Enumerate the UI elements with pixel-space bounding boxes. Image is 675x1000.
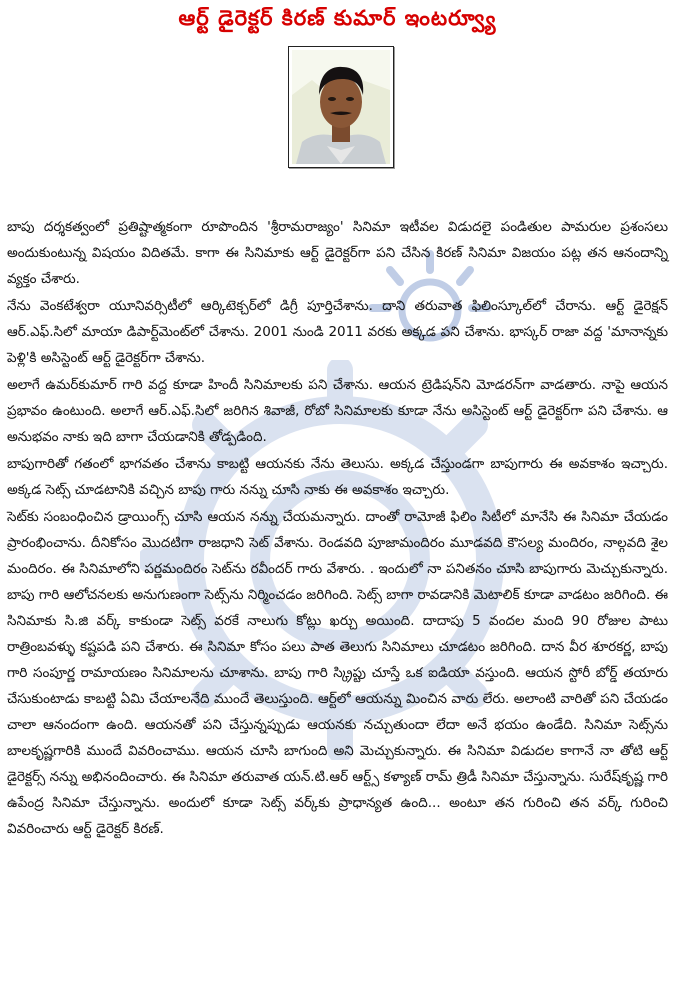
portrait-photo — [292, 50, 390, 164]
paragraph-bapu-opportunity: బాపుగారితో గతంలో భాగవతం చేశాను కాబట్టి ఆయనకు నేను తెలుసు. అక్కడ చేస్తుండగా బాపుగారు ఈ అవకాశం ఇచ్చారు. అక్కడ సెట్స్ చూడటానికి వచ్చిన బాపు గారు నన్ను చూసి నాకు ఈ అవకాశం ఇచ్చారు. — [7, 456, 668, 498]
paragraph-intro: బాపు దర్శకత్వంలో ప్రతిష్టాత్మకంగా రూపొందిన 'శ్రీరామరాజ్యం' సినిమా ఇటీవల విడుదలై పండితుల పామరుల ప్రశంసలు అందుకుంటున్న విషయం విదితమే. కాగా ఈ సినిమాకు ఆర్ట్ డైరెక్టర్‌గా పని చేసిన కిరణ్ సినిమా విజయం పట్ల తన ఆనందాన్ని వ్యక్తం చేశారు. — [7, 219, 668, 287]
paragraph-experience: అలాగే ఉమర్‌కుమార్ గారి వద్ద కూడా హిందీ సినిమాలకు పని చేశాను. ఆయన ట్రెడిషన్‌ని మోడరన్‌గా వాడతారు. నాపై ఆయన ప్రభావం ఉంటుంది. అలాగే ఆర్.ఎఫ్.సిలో జరిగిన శివాజీ, రోబో సినిమాలకు కూడా నేను అసిస్టెంట్ ఆర్ట్ డైరెక్టర్‌గా పని చేశాను. ఆ అనుభవం నాకు ఇది బాగా చేయడానికి తోడ్పడింది. — [7, 377, 668, 445]
paragraph-sets-work: సెట్‌కు సంబంధించిన డ్రాయింగ్స్ చూసి ఆయన నన్ను చేయమన్నారు. దాంతో రామోజీ ఫిలిం సిటీలో మానేసి ఈ సినిమా చేయడం ప్రారంభించాను. దీనికోసం మొదటిగా రాజధాని సెట్ వేశాను. రెండవది పూజామందిరం మూడవది కౌసల్య మందిరం, నాల్గవది శైల మందిరం. ఈ సినిమాలోని పర్ణమందిరం సెట్‌ను రవీందర్ గారు వేశారు. . ఇందులో నా పనితనం చూసి బాపుగారు మెచ్చుకున్నారు. బాపు గారి ఆలోచనలకు అనుగుణంగా సెట్స్‌ను నిర్మించడం జరిగింది. సెట్స్ బాగా రావడానికి మెటాలిక్ కూడా వాడటం జరిగింది. ఈ సినిమాకు సి.జి వర్క్ కాకుండా సెట్స్ వరకే నాలుగు కోట్లు ఖర్చు అయింది. దాదాపు 5 వందల మంది 90 రోజుల పాటు రాత్రింబవళ్ళు కష్టపడి పని చేశారు. ఈ సినిమా కోసం పలు పాత తెలుగు సినిమాలు చూడటం జరిగింది. దాన వీర శూరకర్ణ, బాపు గారి సంపూర్ణ రామాయణం సినిమాలను చూశాను. బాపు గారి స్క్రిప్టు చూస్తే ఒక ఐడియా వస్తుంది. ఆయన స్టోరీ బోర్డ్ తయారు చేసుకుంటాడు కాబట్టి ఏమి చేయాలనేది ముందే తెలుస్తుంది. ఆర్ట్‌లో ఆయన్ను మించిన వారు లేరు. అలాంటి వారితో పని చేయడం చాలా ఆనందంగా ఉంది. ఆయనతో పని చేస్తున్నప్పుడు ఆయనకు నచ్చుతుందా లేదా అనే భయం ఉండేది. సినిమా సెట్స్‌ను బాలకృష్ణగారికి ముందే వివరించాము. ఆయన చూసి బాగుంది అని మెచ్చుకున్నారు. ఈ సినిమా విడుదల కాగానే నా తోటి ఆర్ట్ డైరెక్టర్స్ నన్ను అభినందించారు. ఈ సినిమా తరువాత యన్.టి.ఆర్ ఆర్ట్స్ కళ్యాణ్ రామ్ త్రిడీ సినిమా చేస్తున్నాను. సురేష్‌కృష్ణ గారి ఉపేంద్ర సినిమా చేస్తున్నాను. అందులో కూడా సెట్స్ వర్క్‌కు ప్రాధాన్యత ఉంది... అంటూ తన గురించి తన వర్క్ గురించి వివరించారు ఆర్ట్ డైరెక్టర్ కిరణ్. — [7, 509, 668, 837]
portrait-photo-frame — [288, 46, 394, 168]
article-title: ఆర్ట్ డైరెక్టర్ కిరణ్ కుమార్ ఇంటర్వ్యూ — [178, 6, 497, 30]
paragraph-education: నేను వెంకటేశ్వరా యూనివర్సిటీలో ఆర్కిటెక్చర్‌లో డిగ్రీ పూర్తిచేశాను. దాని తరువాత ఫిలింస్కూల్‌లో చేరాను. ఆర్ట్ డైరెక్షన్ ఆర్.ఎఫ్.సిలో మాయా డిపార్ట్‌మెంట్‌లో చేశాను. 2001 నుండి 2011 వరకు అక్కడ పని చేశాను. భాస్కర్ రాజా వద్ద 'మానాన్నకు పెళ్లి'కి అసిస్టెంట్ ఆర్ట్ డైరెక్టర్‌గా చేశాను. — [7, 298, 668, 366]
article-body — [7, 214, 668, 843]
